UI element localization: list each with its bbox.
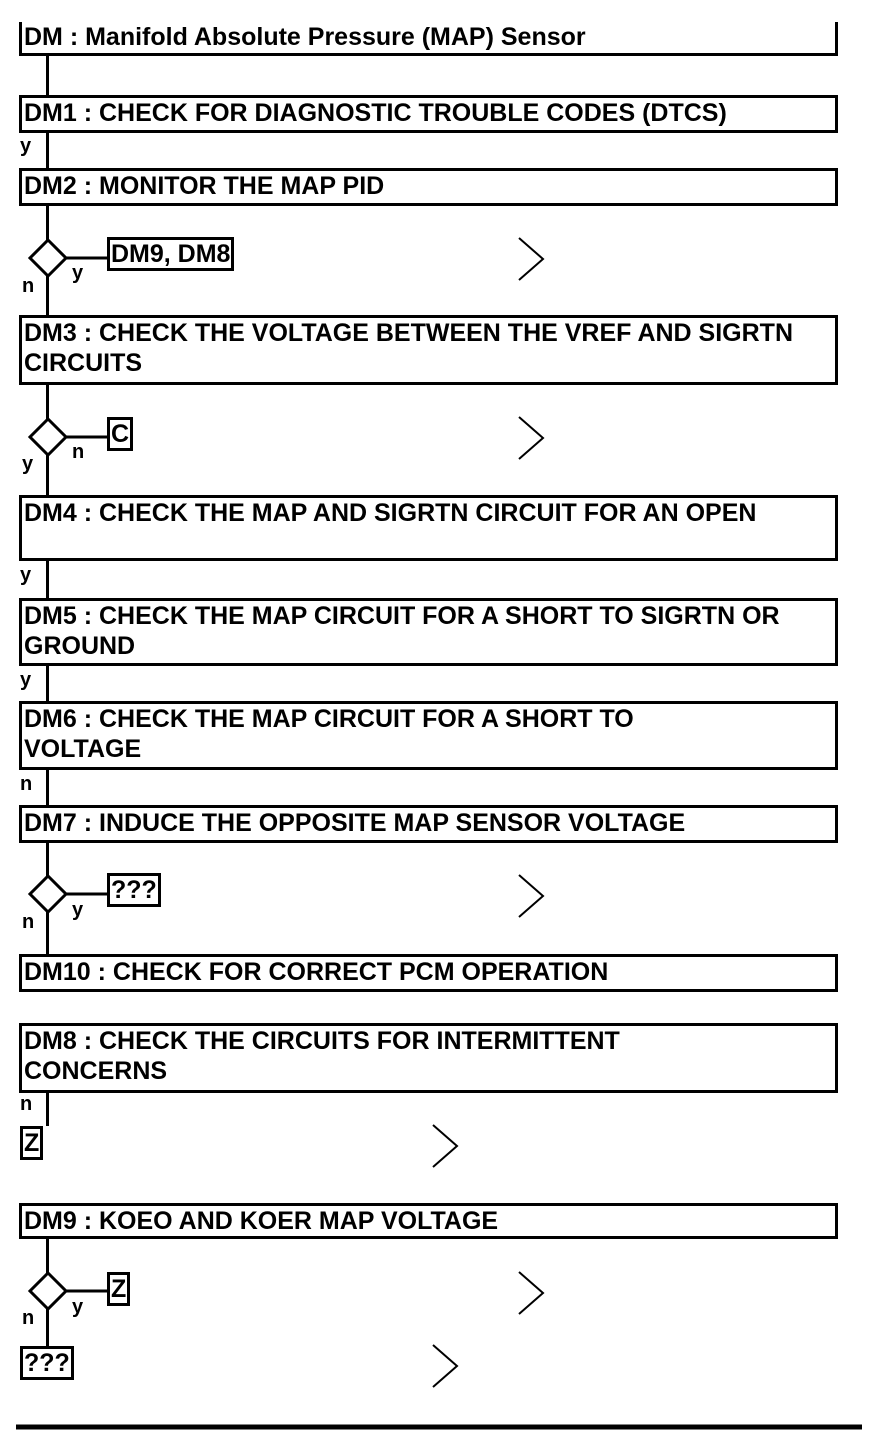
decision-label-dm2-yes: y (72, 262, 84, 284)
branch-label-dm8: n (20, 1093, 33, 1115)
decision-diamond-dm2 (30, 240, 66, 276)
title-text: DM : Manifold Absolute Pressure (MAP) Sensor (24, 23, 586, 51)
result-z-dm9[interactable]: Z (107, 1272, 130, 1306)
step-dm6-label: DM6 : CHECK THE MAP CIRCUIT FOR A SHORT TO VOLTAGE (24, 705, 634, 763)
result-unknown-dm9[interactable]: ??? (20, 1346, 74, 1380)
step-dm9-label: DM9 : KOEO AND KOER MAP VOLTAGE (24, 1207, 499, 1235)
decision-label-dm9-yes: y (72, 1296, 84, 1318)
step-dm5-label: DM5 : CHECK THE MAP CIRCUIT FOR A SHORT TO SIGRTN OR GROUND (24, 602, 780, 660)
step-dm4-label: DM4 : CHECK THE MAP AND SIGRTN CIRCUIT FOR AN OPEN (24, 499, 757, 527)
chevron-right-icon (519, 238, 543, 280)
step-dm7-label: DM7 : INDUCE THE OPPOSITE MAP SENSOR VOLTAGE (24, 809, 686, 837)
chevron-right-icon (519, 417, 543, 459)
decision-diamond-dm7 (30, 876, 66, 912)
branch-label-dm6: n (20, 773, 33, 795)
step-dm1-label: DM1 : CHECK FOR DIAGNOSTIC TROUBLE CODES (DTCS) (24, 99, 727, 127)
branch-label-dm4: y (20, 564, 32, 586)
chevron-right-icon (433, 1125, 457, 1167)
decision-label-dm3-yes: y (22, 453, 34, 475)
chevron-right-icon (519, 1272, 543, 1314)
result-dm9-dm8[interactable]: DM9, DM8 (107, 237, 234, 271)
decision-label-dm3-no: n (72, 441, 85, 463)
result-unknown-dm7[interactable]: ??? (107, 873, 161, 907)
decision-label-dm7-no: n (22, 911, 35, 933)
step-dm8-label: DM8 : CHECK THE CIRCUITS FOR INTERMITTENT CONCERNS (24, 1027, 620, 1085)
decision-label-dm9-no: n (22, 1307, 35, 1329)
branch-label-dm5: y (20, 669, 32, 691)
decision-label-dm7-yes: y (72, 899, 84, 921)
decision-diamond-dm3 (30, 419, 66, 455)
chevron-right-icon (519, 875, 543, 917)
branch-label-dm1: y (20, 135, 32, 157)
decision-label-dm2-no: n (22, 275, 35, 297)
decision-diamond-dm9 (30, 1273, 66, 1309)
chevron-right-icon (433, 1345, 457, 1387)
step-dm2-label: DM2 : MONITOR THE MAP PID (24, 172, 385, 200)
result-z-dm8[interactable]: Z (20, 1126, 43, 1160)
step-dm10-label: DM10 : CHECK FOR CORRECT PCM OPERATION (24, 958, 609, 986)
step-dm3-label: DM3 : CHECK THE VOLTAGE BETWEEN THE VREF AND SIGRTN CIRCUITS (24, 319, 793, 377)
result-c[interactable]: C (107, 417, 133, 451)
